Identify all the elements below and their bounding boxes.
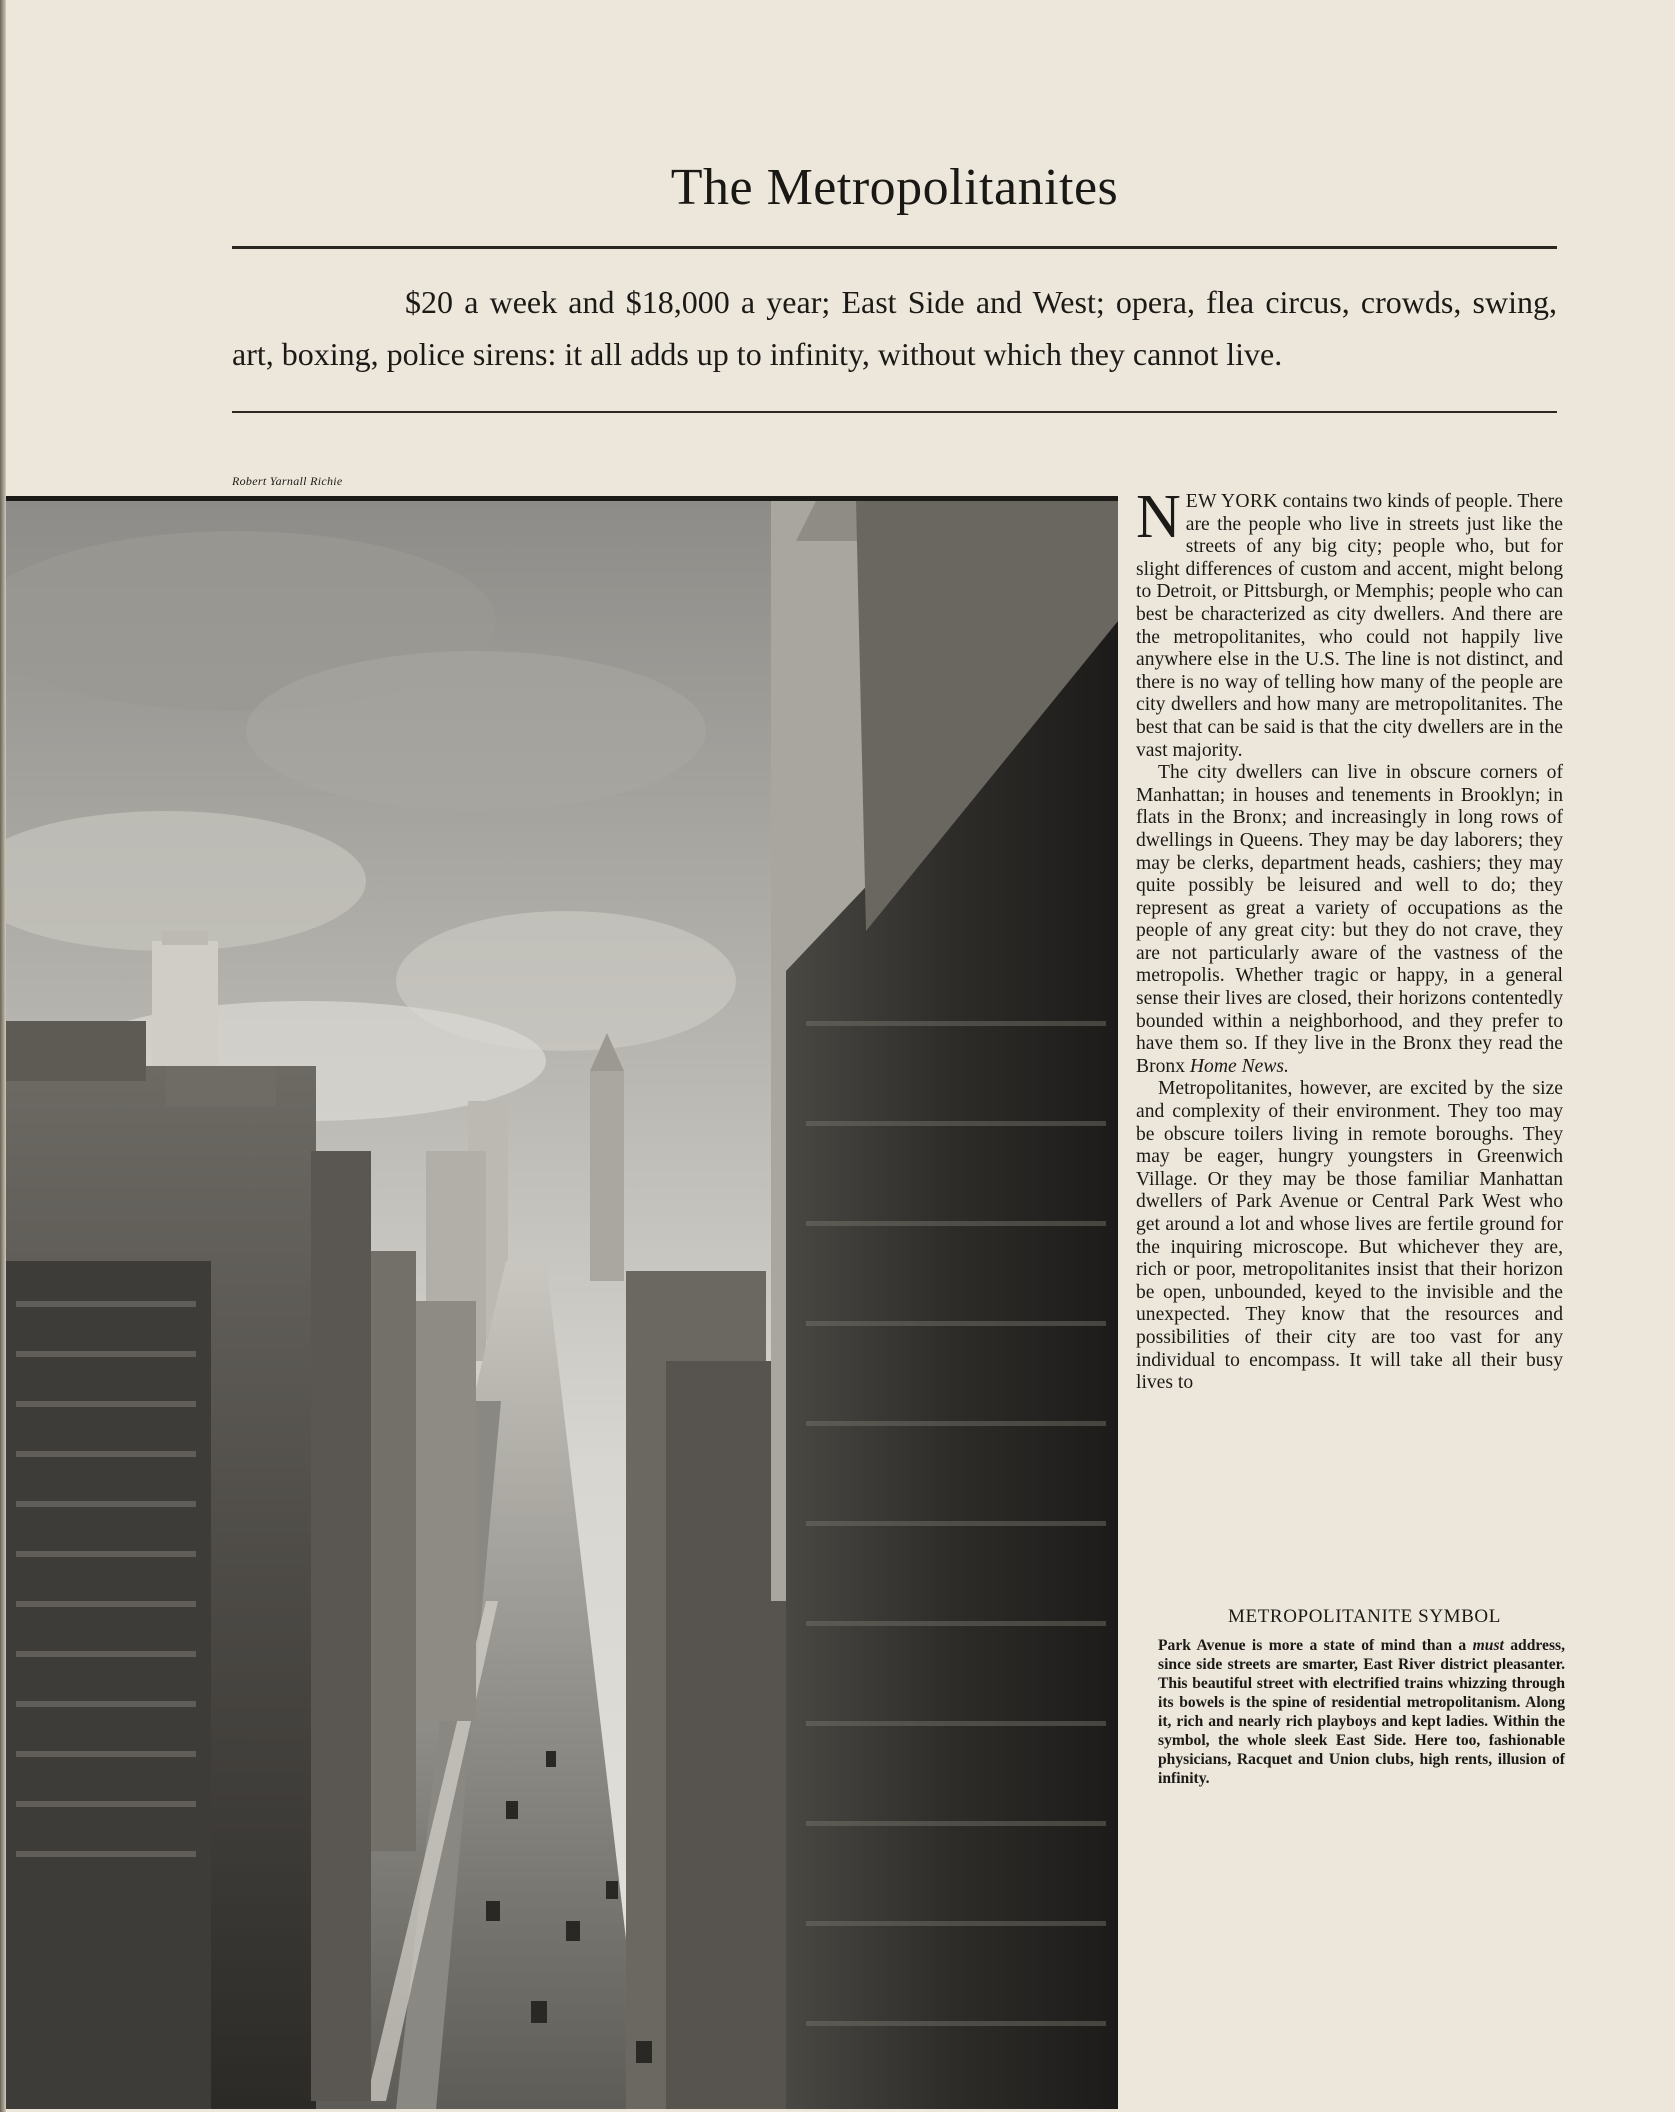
paragraph-text: The city dwellers can live in obscure corners of Manhattan; in houses and tenements in Brooklyn; in flats in the Bronx; and increasingly in long rows of dwellings in Queens. They may be day laborers; they may be clerks, department heads, cashiers; they may quite possibly be leisured and well to do; they represent as great a variety of occupations as the people of any great city: but they do not crave, they are not particularly aware of the vastness of the metropolis. Whether tragic or happy, in a general sense their lives are closed, their horizons contentedly bounded within a neighborhood, and they prefer to have them so. If they live in the Bronx they read the Bronx xyxy=(1136,762,1563,1077)
paragraph-text: contains two kinds of people. There are the people who live in streets just like the streets of any big city; people who, but for slight differences of custom and accent, might belong to Detroit, or Pittsburgh, or Memphis; people who can best be characterized as city dwellers. And there are the metropolitanites, who could not happily live anywhere else in the U.S. The line is not distinct, and there is no way of telling how many of the people are city dwellers and how many are metropolitanites. The best that can be said is that the city dwellers are in the vast majority. xyxy=(1136,491,1564,761)
article-paragraph xyxy=(1136,1078,1563,1394)
article-body xyxy=(1136,483,1564,1395)
page-title: The Metropolitanites xyxy=(670,159,1119,216)
photo-caption xyxy=(1158,1607,1565,1788)
article-paragraph xyxy=(1136,762,1563,1078)
title-rule xyxy=(232,246,1557,249)
lead-in: EW YORK xyxy=(1185,491,1278,512)
deck-rule xyxy=(232,411,1557,413)
caption-heading: METROPOLITANITE SYMBOL xyxy=(1228,1606,1501,1627)
paragraph-text: Metropolitanites, however, are excited by the size and complexity of their environment. They too may be obscure toilers living in remote boroughs. They may be eager, hungry youngsters in Greenwich Village. Or they may be those familiar Manhattan dwellers of Park Avenue or Central Park West who get around a lot and whose lives are fertile ground for the inquiring microscope. But whichever they are, rich or poor, metropolitanites insist that their horizon be open, unbounded, keyed to the invisible and the unexpected. They know that the resources and possibilities of their city are too vast for any individual to encompass. It will take all their busy lives to xyxy=(1136,1078,1563,1394)
photo-credit: Robert Yarnall Richie xyxy=(232,474,343,488)
drop-cap: N xyxy=(1136,483,1181,551)
caption-text xyxy=(1158,1636,1565,1788)
caption-emphasis: must xyxy=(1472,1637,1504,1654)
park-avenue-photo xyxy=(6,496,1118,2109)
article-paragraph xyxy=(1136,483,1564,762)
publication-name: Home News. xyxy=(1189,1055,1289,1077)
caption-text-part: address, since side streets are smarter, East River district pleasanter. This beautiful street with electrified trains whizzing through its bowels is the spine of residential metropolitanism. Along it, rich and nearly rich playboys and kept ladies. Within the symbol, the whole sleek East Side. Here too, fashionable physicians, Racquet and Union clubs, high rents, illusion of infinity. xyxy=(1158,1637,1565,1787)
subtitle-deck: $20 a week and $18,000 a year; East Side and West; opera, flea circus, crowds, swing, art, boxing, police sirens: it all adds up to infinity, without which they cannot live. xyxy=(232,284,1557,372)
caption-text-part: Park Avenue is more a state of mind than a xyxy=(1158,1637,1467,1654)
